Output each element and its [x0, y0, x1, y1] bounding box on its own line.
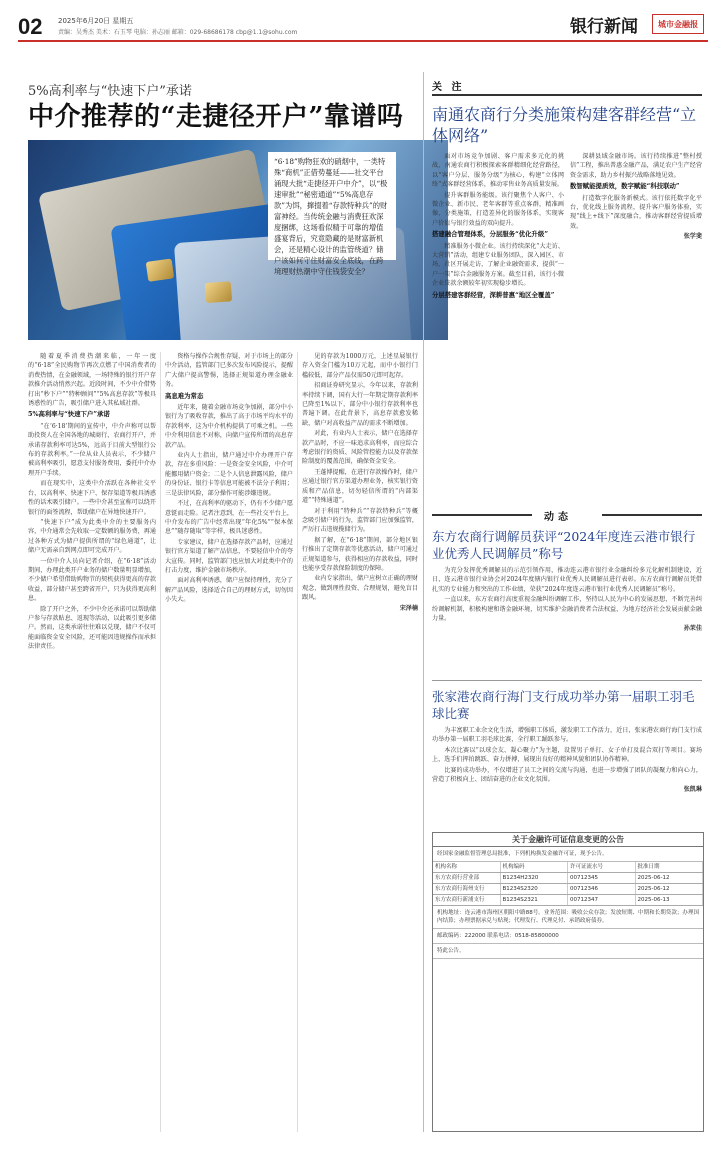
date-line: 2025年6月20日 星期五: [58, 17, 134, 25]
dynamics-bar: [432, 510, 702, 523]
table-cell: B1234H2320: [501, 873, 569, 883]
subhead: 数智赋能提质效，数字赋能“科技联动”: [570, 182, 680, 191]
lead-column-2: [165, 352, 293, 1132]
paragraph: 近年来，随着金融市场竞争加剧，部分中小银行为了吸收存款，推出了高于市场平均水平的存款利率，这为中介机构提供了可乘之机。一些中介利用信息不对称，向储户宣传所谓的高息存款产品。: [165, 404, 293, 449]
chip-icon: [205, 281, 232, 303]
paragraph: 而在现实中，这类中介活跃在各种社交平台，以高利率、快速下户、保存渠道等极具诱惑性的话术吸引储户。一些中介甚至宣称可以绕开银行的面签流程，帮助储户在异地快速开户。: [28, 480, 156, 516]
author-byline: 张学斐: [683, 233, 702, 241]
paragraph: 提升客群服务能级。该行聚焦个人客户、小微企业、新市民、老年客群等重点客群，精准画像，分类施策，打造差异化的服务体系，实现客户价值与银行效益的双向提升。: [432, 191, 564, 227]
paragraph: 专家建议，储户在选择存款产品时，应通过银行官方渠道了解产品信息，不要轻信中介的夸大宣传。同时，监管部门也应加大对此类中介的打击力度，维护金融市场秩序。: [165, 538, 293, 574]
table-cell: 东方农商行海州支行: [433, 884, 501, 894]
paragraph: 资格与操作合规性存疑，对于市场上的部分中介活动，监管部门已多次发布风险提示，提醒广大储户提高警惕，选择正规渠道办理金融业务。: [165, 353, 293, 389]
paragraph: 一直以来，东方农商行高度重视金融纠纷调解工作，坚持以人民为中心的发展思想，不断完善纠纷调解机制，积极构建和谐金融环境，切实维护金融消费者合法权益，为地方经济社会发展贡献金融力量。: [432, 596, 702, 623]
chip-icon: [146, 258, 175, 281]
paragraph: 对此，有业内人士表示，储户在选择存款产品时，不应一味追求高利率，而应综合考虑银行的资质、风险管控能力以及存款保险制度的覆盖范围，确保资金安全。: [302, 430, 418, 466]
paragraph: 业内人士指出，储户通过中介办理开户存款，存在多重风险：一是资金安全风险，中介可能挪用储户资金；二是个人信息泄露风险，储户的身份证、银行卡等信息可能被不法分子利用；三是法律风险，部分操作可能涉嫌违规。: [165, 452, 293, 497]
paragraph: 随着夏季消费热潮来临，一年一度的“6·18”全民购物节再次点燃了中国消费者的消费热情，在金融领域，一场特殊的银行开户存款推介活动悄然兴起。近段时间，不少中介借势打出“秒下户”“特种顾问”“5%高息存款”等极具诱惑性的广告，吸引储户进入其私域社群。: [28, 353, 156, 408]
table-cell: 东方农商行新浦支行: [433, 895, 501, 905]
table-cell: 批准日期: [636, 862, 704, 872]
table-cell: 2025-06-12: [636, 884, 704, 894]
bar-rule-right: [602, 514, 702, 516]
page-number: 02: [18, 14, 43, 39]
article-separator: [432, 680, 702, 681]
article1-column-1: [432, 152, 564, 502]
paragraph: “在‘6·18’期间的宣传中，中介声称可以帮助投资人在全国各地的城商行、农商行开户，并承诺存款利率可达5%，远高于目前大型银行公布的存款利率。”一位从业人员表示，不少储户被高利率吸引，愿意支付服务费用，委托中介办理开户手续。: [28, 422, 156, 477]
lead-quote: “6·18”购物狂欢的硝烟中，一类特殊“商机”正借势蔓延——社交平台涌现大批“走捷径开户中介”，以“极速审批”“秘密通道”“5%高息存款”为饵，撺掇着“存款特种兵”的财富神经。当传统金融与消费狂欢深度捆绑，这场看似精于可靠的增值盛宴背后，究竟隐藏的是财富新机会，还是精心设计的监管绕道？储户该如何守住财富安全底线，在跨境理财热潮中守住钱袋安全？: [268, 152, 396, 260]
paragraph: 不过，在高利率的驱动下，仍有不少储户愿意铤而走险。记者注意到，在一些社交平台上，中介发布的广告中经常出现“年化5%”“保本保息”“随存随取”等字样，极具迷惑性。: [165, 500, 293, 536]
paragraph: “快速下户”成为此类中介的主要服务内容，中介通常会先收取一定数额的服务费，再通过各种方式为储户提供所谓的“绿色通道”，让储户无需亲自到网点即可完成开户。: [28, 518, 156, 555]
notice-text: 邮政编码：222000 联系电话：0518-85800000: [433, 929, 703, 944]
main-divider: [423, 72, 424, 1132]
table-cell: 00712345: [568, 873, 636, 883]
paragraph: 王蓬博提醒，在进行存款操作时，储户应通过银行官方渠道办理业务，核实银行资质和产品信息，切勿轻信所谓的“内部渠道”“特殊通道”。: [302, 468, 418, 505]
paragraph: 面对高利率诱惑，储户应保持理性，充分了解产品风险，选择适合自己的理财方式，切勿因小失大。: [165, 577, 293, 604]
lead-column-1: [28, 352, 156, 1132]
table-cell: 00712347: [568, 895, 636, 905]
paragraph: 招商证券研究显示，今年以来，存款利率持续下调，国有大行一年期定期存款利率已降至1%以下，部分中小银行存款利率也普遍下调。在此背景下，高息存款愈发稀缺，储户对高收益产品的需求不断增加。: [302, 382, 418, 427]
notice-text: 特此公告。: [433, 944, 703, 959]
editor-info: 责编：吴秀杰 美术：石玉琴 电脑：孙志丽 邮箱：029-68686178 cbp@1.1@sohu.com: [58, 29, 298, 36]
article1-column-2: [570, 152, 702, 502]
subhead: 搭建融合管理体系，分层服务“优化升级”: [432, 230, 548, 239]
paragraph: 面对市场竞争加剧、客户需求多元化的挑战，南通农商行积极探索客群精细化经营路径，以“客户分层、服务分级”为核心，构建“立体网络”式客群经营体系，推动零售业务高质量发展。: [432, 153, 564, 189]
article3-body: [432, 726, 702, 826]
bar-rule-left: [432, 514, 532, 516]
article3-title: 张家港农商行海门支行成功举办第一届职工羽毛球比赛: [432, 689, 695, 721]
dynamics-label: 动态: [544, 512, 572, 523]
paragraph: 对于利用“特种兵”“存款特种兵”等概念吸引储户的行为，监管部门应加强监管，严厉打击违规揽储行为。: [302, 507, 418, 534]
table-cell: B1234S2321: [501, 895, 569, 905]
focus-tag: 关 注: [432, 82, 465, 93]
table-row: [433, 862, 703, 873]
lead-subtitle: 5%高利率与“快速下户”承诺: [28, 84, 192, 99]
column-divider: [160, 352, 161, 1132]
tag-rule: [432, 94, 702, 96]
author-byline: 宋泽楠: [399, 604, 418, 612]
notice-text: 经国家金融监督管理总局批准，下列机构换发金融许可证，现予公告。: [433, 847, 703, 862]
table-cell: 2025-06-13: [636, 895, 704, 905]
table-row: [433, 895, 703, 906]
article2-title: 东方农商行调解员获评“2024年度连云港市银行业优秀人民调解员”称号: [432, 529, 696, 561]
author-byline: 张凯琳: [683, 786, 702, 794]
header-rule: [18, 40, 708, 42]
subhead: 分层搭建客群经营，深耕普惠“地区全覆盖”: [432, 290, 555, 299]
paragraph: 据了解，在“6·18”期间，部分地区银行推出了定期存款等优惠活动，储户可通过正规渠道参与，获得相应的存款收益，同时也能享受存款保险制度的保障。: [302, 536, 418, 572]
author-byline: 孙茉佳: [683, 625, 702, 633]
table-cell: B1234S2320: [501, 884, 569, 894]
table-row: [433, 873, 703, 884]
paragraph: 本次比赛以“以球会友、凝心聚力”为主题，设置男子单打、女子单打及混合双打等项目。赛场上，选手们挥拍跳跃、奋力拼搏，展现出良好的精神风貌和团队协作精神。: [432, 746, 702, 764]
lead-column-3: [302, 352, 418, 1132]
table-cell: 00712346: [568, 884, 636, 894]
notice-title: 关于金融许可证信息变更的公告: [433, 833, 703, 847]
page-header: [0, 0, 719, 62]
license-notice: [432, 832, 704, 1132]
lead-title: 中介推荐的“走捷径开户”靠谱吗: [28, 102, 404, 132]
subhead: 5%高利率与“快速下户”承诺: [28, 410, 110, 419]
article1-title: 南通农商行分类施策构建客群经营“立体网络”: [432, 105, 697, 145]
paragraph: 为充分发挥优秀调解员的示范引领作用，推动连云港市银行业金融纠纷多元化解机制建设，近日，连云港市银行业协会对2024年度辖内银行业优秀人民调解员进行表彰。东方农商行调解员凭借扎实的专业能力和突出的工作业绩，荣获“2024年度连云港市银行业优秀人民调解员”称号。: [432, 567, 702, 593]
table-cell: 许可证流水号: [568, 862, 636, 872]
table-cell: 机构名称: [433, 862, 501, 872]
paragraph: 精准服务小微企业。该行持续深化“大走访、大营销”活动，组建专业服务团队，深入园区、市场、社区开展走访，了解企业融资需求，提供“一户一策”综合金融服务方案。截至目前，该行小微企业贷款余额较年初实现稳步增长。: [432, 242, 564, 288]
table-row: [433, 884, 703, 895]
subhead: 高息难为常态: [165, 391, 204, 400]
paragraph: 打造数字化服务新模式。该行依托数字化平台，优化线上服务流程，提升客户服务体验，实现“线上+线下”深度融合，推动客群经营提质增效。: [570, 194, 702, 230]
notice-text: 机构地址：连云港市海州区朝阳中路88号。业务范围：吸收公众存款；发放短期、中期和长期贷款；办理国内结算；办理票据承兑与贴现；代理发行、代理兑付、承销政府债券。: [433, 906, 703, 929]
table-cell: 2025-06-12: [636, 873, 704, 883]
paragraph: 比赛的成功举办，不仅增进了员工之间的交流与沟通，也进一步增强了团队的凝聚力和向心力，营造了积极向上、团结奋进的企业文化氛围。: [432, 766, 702, 784]
paragraph: 见的存款为1000万元，上述星展银行存入资金门槛为10万元起，而中小银行门槛较低，部分产品仅需50元即可起存。: [302, 353, 418, 379]
column-divider: [297, 352, 298, 1132]
paragraph: 一位中介人员向记者介绍，在“6·18”活动期间，办理此类开户业务的储户数量明显增加，不少储户希望借助购物节的契机获得更高的存款收益，部分储户甚至跨省开户，只为获得更高利息。: [28, 557, 156, 603]
table-cell: 东方农商行营业部: [433, 873, 501, 883]
section-title: 银行新闻: [570, 17, 638, 37]
paragraph: 为丰富职工业余文化生活，增强职工体质，激发职工工作活力，近日，张家港农商行海门支行成功举办第一届职工羽毛球比赛，全行职工踊跃参与。: [432, 727, 702, 744]
paper-logo: 城市金融报: [652, 14, 704, 34]
article2-body: [432, 566, 702, 676]
paragraph: 除了开户之外，不少中介还承诺可以帮助储户参与存款贴息、返现等活动，以此吸引更多储户。然而，这类承诺往往难以兑现，储户不仅可能面临资金安全风险，还可能因违规操作而承担法律责任。: [28, 605, 156, 651]
paragraph: 深耕县域金融市场。该行持续推进“整村授信”工程，推出普惠金融产品，满足农户生产经营资金需求，助力乡村振兴战略落地见效。: [570, 153, 702, 179]
table-cell: 机构编码: [501, 862, 569, 872]
paragraph: 业内专家指出，储户应树立正确的理财观念，做到理性投资、合理规划，避免盲目跟风。: [302, 575, 418, 602]
